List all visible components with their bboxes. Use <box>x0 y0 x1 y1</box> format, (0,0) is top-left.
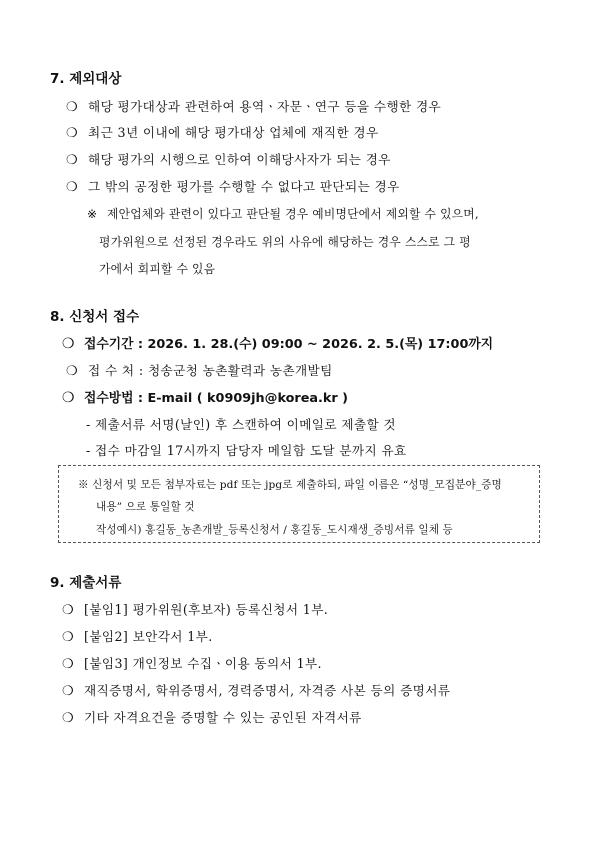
circle-bullet-icon: ❍ <box>66 364 79 379</box>
notice-line-1: ※ 신청서 및 모든 첨부자료는 pdf 또는 jpg로 제출하되, 파일 이름은 “성명_모집분야_증명 <box>78 479 502 491</box>
method-sub-item: - 접수 마감일 17시까지 담당자 메일함 도달 분까지 유효 <box>86 443 407 458</box>
section-7-title: 7. 제외대상 <box>50 71 122 87</box>
section-9-item <box>62 599 328 618</box>
office-text: 접 수 처 : 청송군청 농촌활력과 농촌개발팀 <box>88 363 333 378</box>
circle-bullet-icon: ❍ <box>62 336 75 352</box>
period-text: 접수기간 : 2026. 1. 28.(수) 09:00 ~ 2026. 2. 5.(목) 17:00까지 <box>84 337 494 352</box>
application-method <box>62 387 348 406</box>
section-9-item <box>62 707 362 726</box>
section-7-item <box>66 122 379 141</box>
circle-bullet-icon: ❍ <box>62 603 75 618</box>
circle-bullet-icon: ❍ <box>62 711 75 726</box>
section-9-item <box>62 680 450 699</box>
notice-line-2: 내용” 으로 통일할 것 <box>96 501 195 513</box>
circle-bullet-icon: ❍ <box>66 100 79 115</box>
circle-bullet-icon: ❍ <box>66 126 79 141</box>
notice-example: 작성예시) 홍길동_농촌개발_등록신청서 / 홍길동_도시재생_증빙서류 일체 등 <box>96 524 453 536</box>
application-office <box>66 360 333 379</box>
circle-bullet-icon: ❍ <box>66 180 79 195</box>
item-text: 해당 평가대상과 관련하여 용역ㆍ자문ㆍ연구 등을 수행한 경우 <box>88 99 442 114</box>
item-text: 최근 3년 이내에 해당 평가대상 업체에 재직한 경우 <box>88 125 379 140</box>
item-text: 그 밖의 공정한 평가를 수행할 수 없다고 판단되는 경우 <box>88 179 400 194</box>
section-9-item <box>62 626 213 645</box>
section-9-title: 9. 제출서류 <box>50 575 122 591</box>
circle-bullet-icon: ❍ <box>62 684 75 699</box>
circle-bullet-icon: ❍ <box>62 390 75 406</box>
item-text: [붙임2] 보안각서 1부. <box>84 629 213 644</box>
section-7-note-line-2: 평가위원으로 선정된 경우라도 위의 사유에 해당하는 경우 스스로 그 평 <box>99 235 471 249</box>
section-7-note-line-3: 가에서 회피할 수 있음 <box>99 262 216 276</box>
circle-bullet-icon: ❍ <box>62 657 75 672</box>
section-7-item <box>66 149 391 168</box>
section-8-title: 8. 신청서 접수 <box>50 309 140 325</box>
application-period <box>62 333 493 352</box>
method-sub-item: - 제출서류 서명(날인) 후 스캔하여 이메일로 제출할 것 <box>86 417 396 432</box>
item-text: [붙임3] 개인정보 수집ㆍ이용 동의서 1부. <box>84 656 322 671</box>
item-text: 기타 자격요건을 증명할 수 있는 공인된 자격서류 <box>84 710 362 725</box>
section-7-item <box>66 176 400 195</box>
item-text: 재직증명서, 학위증명서, 경력증명서, 자격증 사본 등의 증명서류 <box>84 683 451 698</box>
section-7-note-line-1 <box>87 205 479 222</box>
note-mark: ※ <box>87 207 98 221</box>
circle-bullet-icon: ❍ <box>66 153 79 168</box>
section-7-item <box>66 96 441 115</box>
circle-bullet-icon: ❍ <box>62 630 75 645</box>
note-text: 제안업체와 관련이 있다고 판단될 경우 예비명단에서 제외할 수 있으며, <box>107 207 479 221</box>
section-9-item <box>62 653 322 672</box>
item-text: [붙임1] 평가위원(후보자) 등록신청서 1부. <box>84 602 329 617</box>
method-text: 접수방법 : E-mail ( k0909jh@korea.kr ) <box>84 391 349 406</box>
item-text: 해당 평가의 시행으로 인하여 이해당사자가 되는 경우 <box>88 152 391 167</box>
